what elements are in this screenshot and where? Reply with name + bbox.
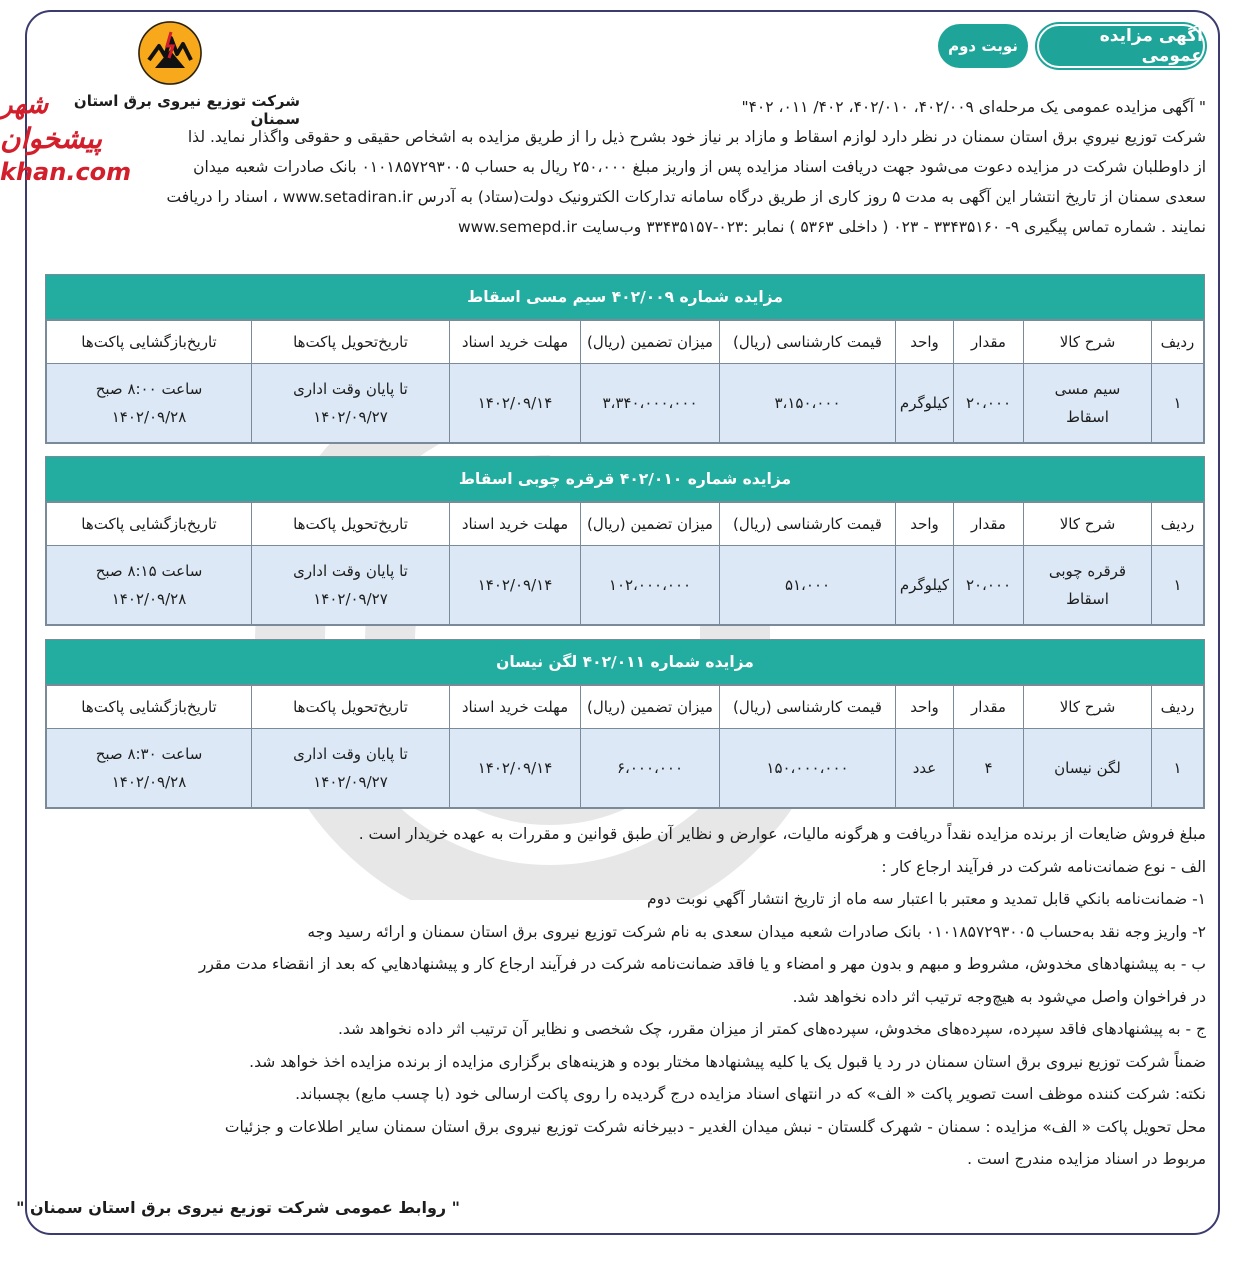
intro-paragraph <box>48 92 1206 242</box>
public-relations-signature: " روابط عمومی شرکت توزیع نیروی برق استان سمنان " <box>16 1198 460 1217</box>
cell-bazgoshaei <box>47 546 252 625</box>
conditions-line: ضمناً شرکت توزیع نیروی برق استان سمنان در رد یا قبول یک یا کلیه پیشنهادها مختار بوده و هزینه‌های برگزاری مزایده از برنده مزایده اخذ خواهد شد. <box>249 1052 1206 1071</box>
cell-line: ۱۴۰۲/۰۹/۲۷ <box>313 590 388 608</box>
cell-radif: ۱ <box>1152 364 1204 443</box>
column-header: قیمت کارشناسی (ریال) <box>720 503 896 546</box>
cell-radif: ۱ <box>1152 546 1204 625</box>
cell-tahvil <box>252 729 450 808</box>
column-header: شرح کالا <box>1024 686 1152 729</box>
cell-vahed: عدد <box>896 729 954 808</box>
conditions-line: مربوط در اسناد مزایده مندرج است . <box>967 1150 1206 1168</box>
cell-line: ۱۴۰۲/۰۹/۲۸ <box>111 773 187 791</box>
column-header: تاریخ‌بازگشایی پاکت‌ها <box>47 686 252 729</box>
column-header: میزان تضمین (ریال) <box>581 686 720 729</box>
cell-mohlat: ۱۴۰۲/۰۹/۱۴ <box>450 364 581 443</box>
table-row <box>47 729 1204 808</box>
lot-table <box>46 685 1204 808</box>
cell-line: تا پایان وقت اداری <box>293 562 408 580</box>
table-header-row <box>47 321 1204 364</box>
turn-badge: نوبت دوم <box>938 24 1028 68</box>
column-header: قیمت کارشناسی (ریال) <box>720 686 896 729</box>
column-header: شرح کالا <box>1024 503 1152 546</box>
column-header: واحد <box>896 686 954 729</box>
cell-line: ۱۴۰۲/۰۹/۲۸ <box>111 590 187 608</box>
cell-tahvil <box>252 546 450 625</box>
cell-gheymat: ۵۱،۰۰۰ <box>720 546 896 625</box>
cell-meghdar: ۲۰،۰۰۰ <box>954 546 1024 625</box>
lot-table <box>46 320 1204 443</box>
cell-line: قرقره چوبی <box>1048 562 1127 580</box>
table-row <box>47 364 1204 443</box>
side-watermark-line: khan.com <box>0 158 132 186</box>
cell-bazgoshaei <box>47 364 252 443</box>
cell-gheymat: ۱۵۰،۰۰۰،۰۰۰ <box>720 729 896 808</box>
cell-line: اسقاط <box>1066 408 1109 426</box>
conditions-text <box>48 818 1206 1176</box>
cell-line: ۱۴۰۲/۰۹/۲۸ <box>111 408 187 426</box>
column-header: مقدار <box>954 321 1024 364</box>
cell-line: اسقاط <box>1066 590 1109 608</box>
conditions-line: ۱- ضمانت‌نامه بانکي قابل تمدید و معتبر با اعتبار سه ماه از تاریخ انتشار آگهي نوبت دوم <box>647 890 1206 908</box>
column-header: واحد <box>896 503 954 546</box>
conditions-line: مبلغ فروش ضایعات از برنده مزایده نقداً دریافت و هرگونه مالیات، عوارض و نظایر آن طبق قوانین و مقررات به عهده خریدار است . <box>358 825 1206 843</box>
cell-line: ۱۴۰۲/۰۹/۲۷ <box>313 408 388 426</box>
conditions-line: الف - نوع ضمانت‌نامه شرکت در فرآیند ارجاع کار : <box>881 857 1206 876</box>
conditions-line: محل تحویل پاکت « الف» مزایده : سمنان - شهرک گلستان - نبش میدان الغدیر - دبیرخانه شرکت توزیع نیروی برق استان سمنان سایر اطلاعات و جزئیات <box>224 1117 1206 1136</box>
cell-line: تا پایان وقت اداری <box>293 745 408 763</box>
cell-sharh <box>1024 729 1152 808</box>
column-header: تاریخ‌بازگشایی پاکت‌ها <box>47 503 252 546</box>
cell-tazmin: ۳،۳۴۰،۰۰۰،۰۰۰ <box>581 364 720 443</box>
cell-sharh <box>1024 546 1152 625</box>
column-header: مهلت خرید اسناد <box>450 503 581 546</box>
cell-mohlat: ۱۴۰۲/۰۹/۱۴ <box>450 729 581 808</box>
cell-gheymat: ۳،۱۵۰،۰۰۰ <box>720 364 896 443</box>
auction-lot-2 <box>45 456 1205 626</box>
column-header: واحد <box>896 321 954 364</box>
column-header: تاریخ‌تحویل پاکت‌ها <box>252 321 450 364</box>
column-header: شرح کالا <box>1024 321 1152 364</box>
cell-meghdar: ۴ <box>954 729 1024 808</box>
cell-line: ساعت ۸:۰۰ صبح <box>95 380 203 398</box>
side-watermark-line: شهر <box>0 90 49 120</box>
column-header: مهلت خرید اسناد <box>450 686 581 729</box>
cell-line: ساعت ۸:۱۵ صبح <box>95 562 203 580</box>
cell-sharh <box>1024 364 1152 443</box>
table-header-row <box>47 503 1204 546</box>
column-header: مهلت خرید اسناد <box>450 321 581 364</box>
column-header: تاریخ‌تحویل پاکت‌ها <box>252 686 450 729</box>
cell-tahvil <box>252 364 450 443</box>
column-header: تاریخ‌بازگشایی پاکت‌ها <box>47 321 252 364</box>
conditions-line: ب - به پیشنهادهای مخدوش، مشروط و مبهم و بدون مهر و امضاء و یا فاقد ضمانت‌نامه شرکت در فرآیند ارجاع کار و پیشنهادهایي که بعد از انقضاء مدت مقرر <box>198 955 1206 973</box>
cell-line: سیم مسی <box>1054 380 1121 398</box>
lot-title: مزایده شماره ۴۰۲/۰۱۱ لگن نیسان <box>46 640 1204 685</box>
auction-lot-1 <box>45 274 1205 444</box>
intro-line: شرکت توزیع نیروي برق استان سمنان در نظر دارد لوازم اسقاط و مازاد بر نیاز خود بشرح ذیل را از طریق مزایده به اشخاص حقیقی و حقوقی واگذار نماید. لذا <box>187 128 1206 146</box>
cell-vahed: کیلوگرم <box>896 364 954 443</box>
intro-line: نمایند . شماره تماس پیگیری ۹- ۳۳۴۳۵۱۶۰ - ۰۲۳ ( داخلی ۵۳۶۳ ) نمابر :۰۲۳-۳۳۴۳۵۱۵۷ وب‌سایت www.semepd.ir <box>457 218 1206 236</box>
cell-line: ۱۴۰۲/۰۹/۲۷ <box>313 773 388 791</box>
cell-tazmin: ۱۰۲،۰۰۰،۰۰۰ <box>581 546 720 625</box>
company-name: شرکت توزیع نیروی برق استان سمنان <box>73 92 300 128</box>
column-header: ردیف <box>1152 686 1204 729</box>
cell-bazgoshaei <box>47 729 252 808</box>
electricity-company-logo-icon <box>137 20 203 86</box>
cell-tazmin: ۶،۰۰۰،۰۰۰ <box>581 729 720 808</box>
intro-line: " آگهی مزایده عمومی یک مرحله‌ای ۴۰۲/۰۰۹، ۴۰۲/۰۱۰، ۴۰۲/ ۰۱۱، ۴۰۲" <box>741 98 1206 116</box>
conditions-line: ۲- واریز وجه نقد به‌حساب ۰۱۰۱۸۵۷۲۹۳۰۰۵ بانک صادرات شعبه میدان سعدی به نام شرکت توزیع نیروی برق استان سمنان و ارائه رسید وجه <box>307 922 1206 941</box>
lot-table <box>46 502 1204 625</box>
column-header: قیمت کارشناسی (ریال) <box>720 321 896 364</box>
column-header: مقدار <box>954 503 1024 546</box>
cell-mohlat: ۱۴۰۲/۰۹/۱۴ <box>450 546 581 625</box>
side-watermark-line: پیشخوان <box>0 122 103 155</box>
cell-vahed: کیلوگرم <box>896 546 954 625</box>
conditions-line: ج - به پیشنهادهای فاقد سپرده، سپرده‌های مخدوش، سپرده‌های کمتر از میزان مقرر، چک شخصی و نظایر آن ترتیب اثر داده نخواهد شد. <box>337 1020 1206 1038</box>
intro-line: سعدی سمنان از تاریخ انتشار این آگهی به مدت ۵ روز کاری از طریق درگاه سامانه تدارکات الکترونیک دولت(ستاد) به آدرس www.setadiran.ir ، اسناد را دریافت <box>166 188 1206 206</box>
conditions-line: نکته: شرکت کننده موظف است تصویر پاکت « الف» که در انتهای اسناد مزایده درج گردیده را روی پاکت ارسالی خود (با چسب مایع) بچسباند. <box>295 1085 1206 1103</box>
table-header-row <box>47 686 1204 729</box>
cell-line: تا پایان وقت اداری <box>293 380 408 398</box>
conditions-line: در فراخوان واصل مي‌شود به هیچ‌وجه ترتیب اثر داده نخواهد شد. <box>792 987 1206 1006</box>
lot-title: مزایده شماره ۴۰۲/۰۰۹ سیم مسی اسقاط <box>46 275 1204 320</box>
ad-type-badge: آگهی مزایده عمومی <box>1037 24 1205 68</box>
column-header: میزان تضمین (ریال) <box>581 503 720 546</box>
intro-line: از داوطلبان شرکت در مزایده دعوت می‌شود جهت دریافت اسناد مزایده پس از واریز مبلغ ۲۵۰،۰۰۰ ریال به حساب ۰۱۰۱۸۵۷۲۹۳۰۰۵ بانک صادرات شعبه میدان <box>193 158 1206 176</box>
column-header: تاریخ‌تحویل پاکت‌ها <box>252 503 450 546</box>
cell-radif: ۱ <box>1152 729 1204 808</box>
table-row <box>47 546 1204 625</box>
column-header: مقدار <box>954 686 1024 729</box>
column-header: ردیف <box>1152 503 1204 546</box>
auction-lot-3 <box>45 639 1205 809</box>
column-header: میزان تضمین (ریال) <box>581 321 720 364</box>
cell-line: ساعت ۸:۳۰ صبح <box>95 745 203 763</box>
cell-meghdar: ۲۰،۰۰۰ <box>954 364 1024 443</box>
column-header: ردیف <box>1152 321 1204 364</box>
lot-title: مزایده شماره ۴۰۲/۰۱۰ قرقره چوبی اسقاط <box>46 457 1204 502</box>
cell-line: لگن نیسان <box>1054 759 1121 777</box>
